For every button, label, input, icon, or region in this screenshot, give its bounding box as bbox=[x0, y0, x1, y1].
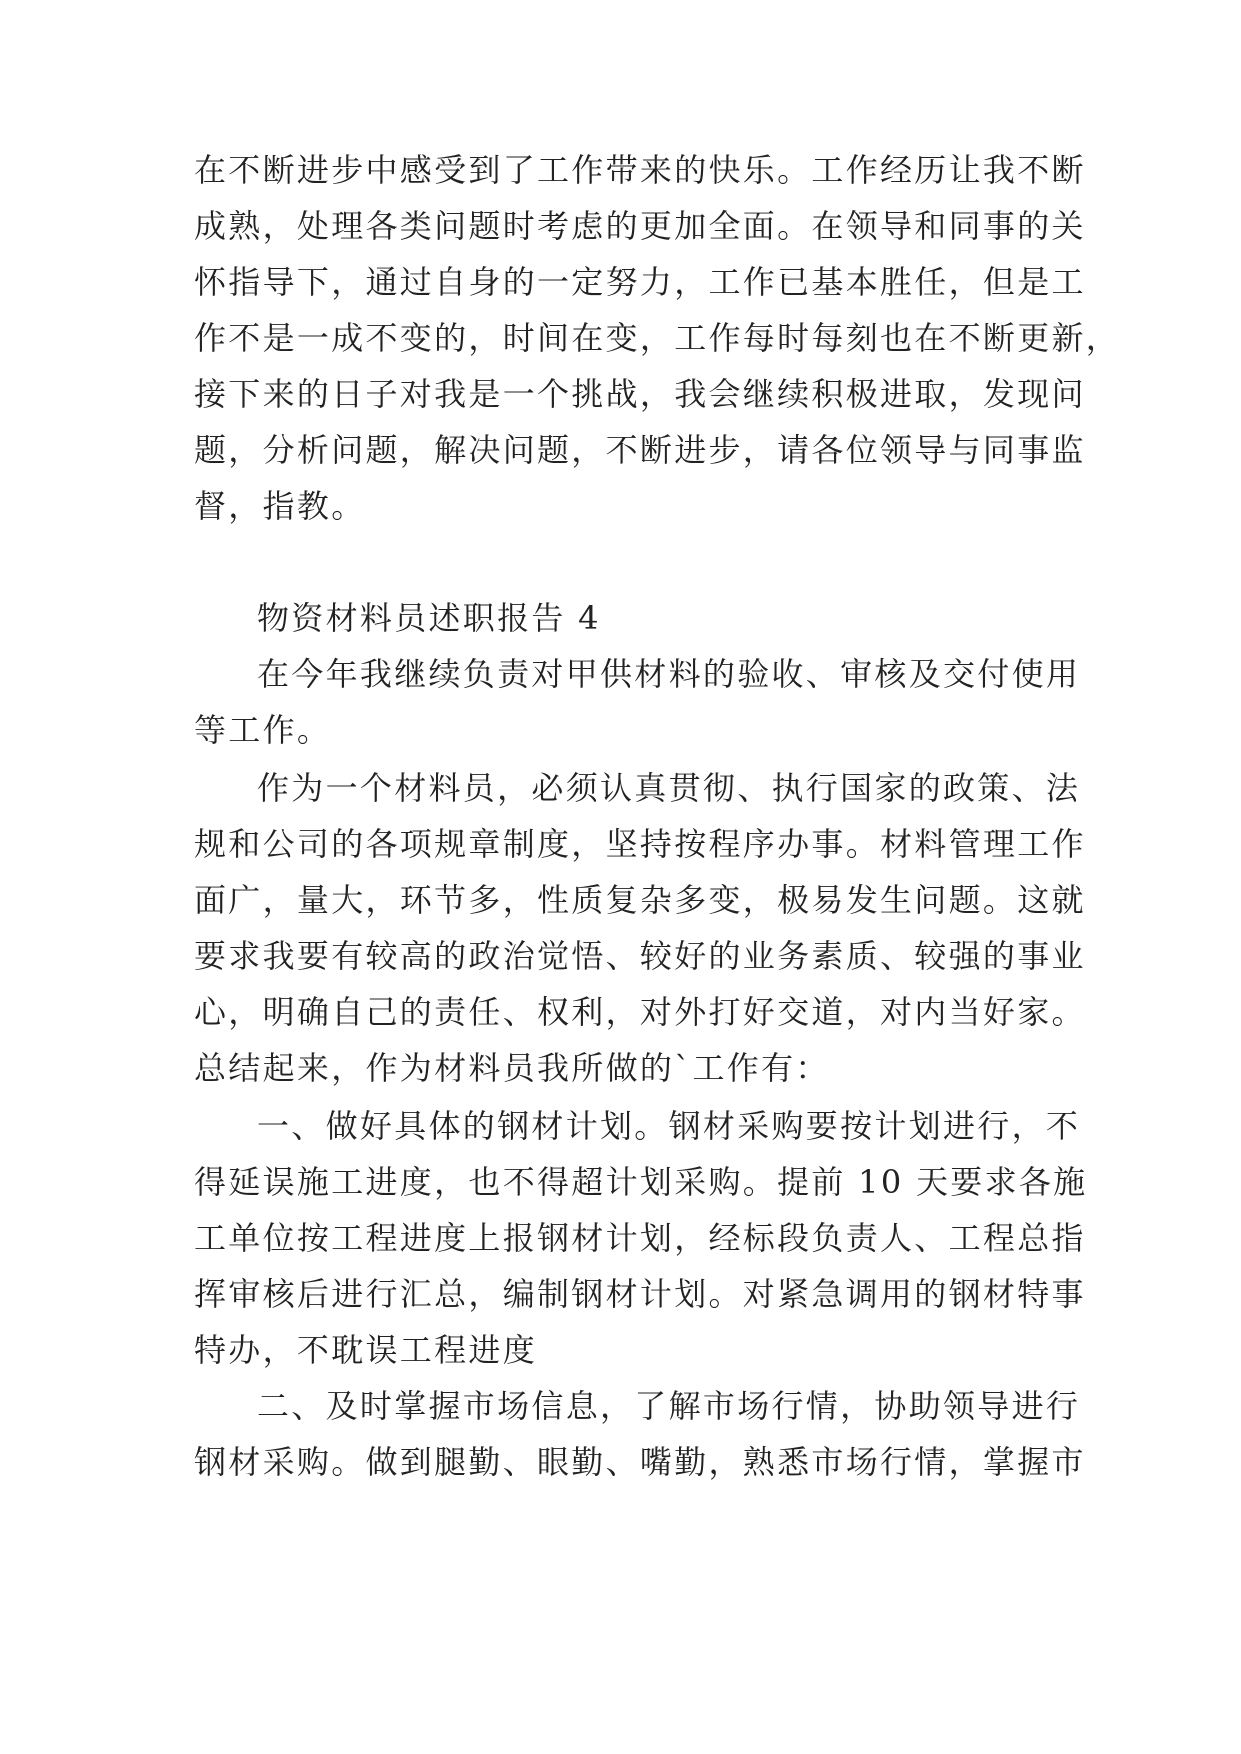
paragraph-line: 成熟，处理各类问题时考虑的更加全面。在领导和同事的关 bbox=[194, 207, 1086, 245]
paragraph-line: 挥审核后进行汇总，编制钢材计划。对紧急调用的钢材特事 bbox=[194, 1275, 1086, 1313]
paragraph-line: 心，明确自己的责任、权利，对外打好交道，对内当好家。 bbox=[194, 993, 1086, 1031]
paragraph-line: 接下来的日子对我是一个挑战，我会继续积极进取，发现问 bbox=[194, 375, 1086, 413]
paragraph-line: 工单位按工程进度上报钢材计划，经标段负责人、工程总指 bbox=[194, 1219, 1086, 1257]
paragraph-line: 作不是一成不变的，时间在变，工作每时每刻也在不断更新， bbox=[194, 319, 1121, 357]
paragraph-line: 作为一个材料员，必须认真贯彻、执行国家的政策、法 bbox=[257, 769, 1081, 807]
paragraph-line: 钢材采购。做到腿勤、眼勤、嘴勤，熟悉市场行情，掌握市 bbox=[194, 1443, 1086, 1481]
paragraph-line: 等工作。 bbox=[194, 711, 332, 749]
paragraph-line: 面广，量大，环节多，性质复杂多变，极易发生问题。这就 bbox=[194, 881, 1086, 919]
paragraph-line: 在不断进步中感受到了工作带来的快乐。工作经历让我不断 bbox=[194, 151, 1086, 189]
paragraph-line: 得延误施工进度，也不得超计划采购。提前 10 天要求各施 bbox=[194, 1163, 1088, 1201]
paragraph-line: 怀指导下，通过自身的一定努力，工作已基本胜任，但是工 bbox=[194, 263, 1086, 301]
paragraph-line: 规和公司的各项规章制度，坚持按程序办事。材料管理工作 bbox=[194, 825, 1086, 863]
paragraph-line: 要求我要有较高的政治觉悟、较好的业务素质、较强的事业 bbox=[194, 937, 1086, 975]
section-title: 物资材料员述职报告 4 bbox=[257, 599, 601, 637]
paragraph-line: 二、及时掌握市场信息，了解市场行情，协助领导进行 bbox=[257, 1387, 1081, 1425]
paragraph-line: 在今年我继续负责对甲供材料的验收、审核及交付使用 bbox=[257, 655, 1081, 693]
paragraph-line: 题，分析问题，解决问题，不断进步，请各位领导与同事监 bbox=[194, 431, 1086, 469]
paragraph-line: 督，指教。 bbox=[194, 487, 366, 525]
paragraph-line: 特办，不耽误工程进度 bbox=[194, 1331, 538, 1369]
paragraph-line: 总结起来，作为材料员我所做的`工作有： bbox=[194, 1049, 830, 1087]
paragraph-line: 一、做好具体的钢材计划。钢材采购要按计划进行，不 bbox=[257, 1107, 1081, 1145]
